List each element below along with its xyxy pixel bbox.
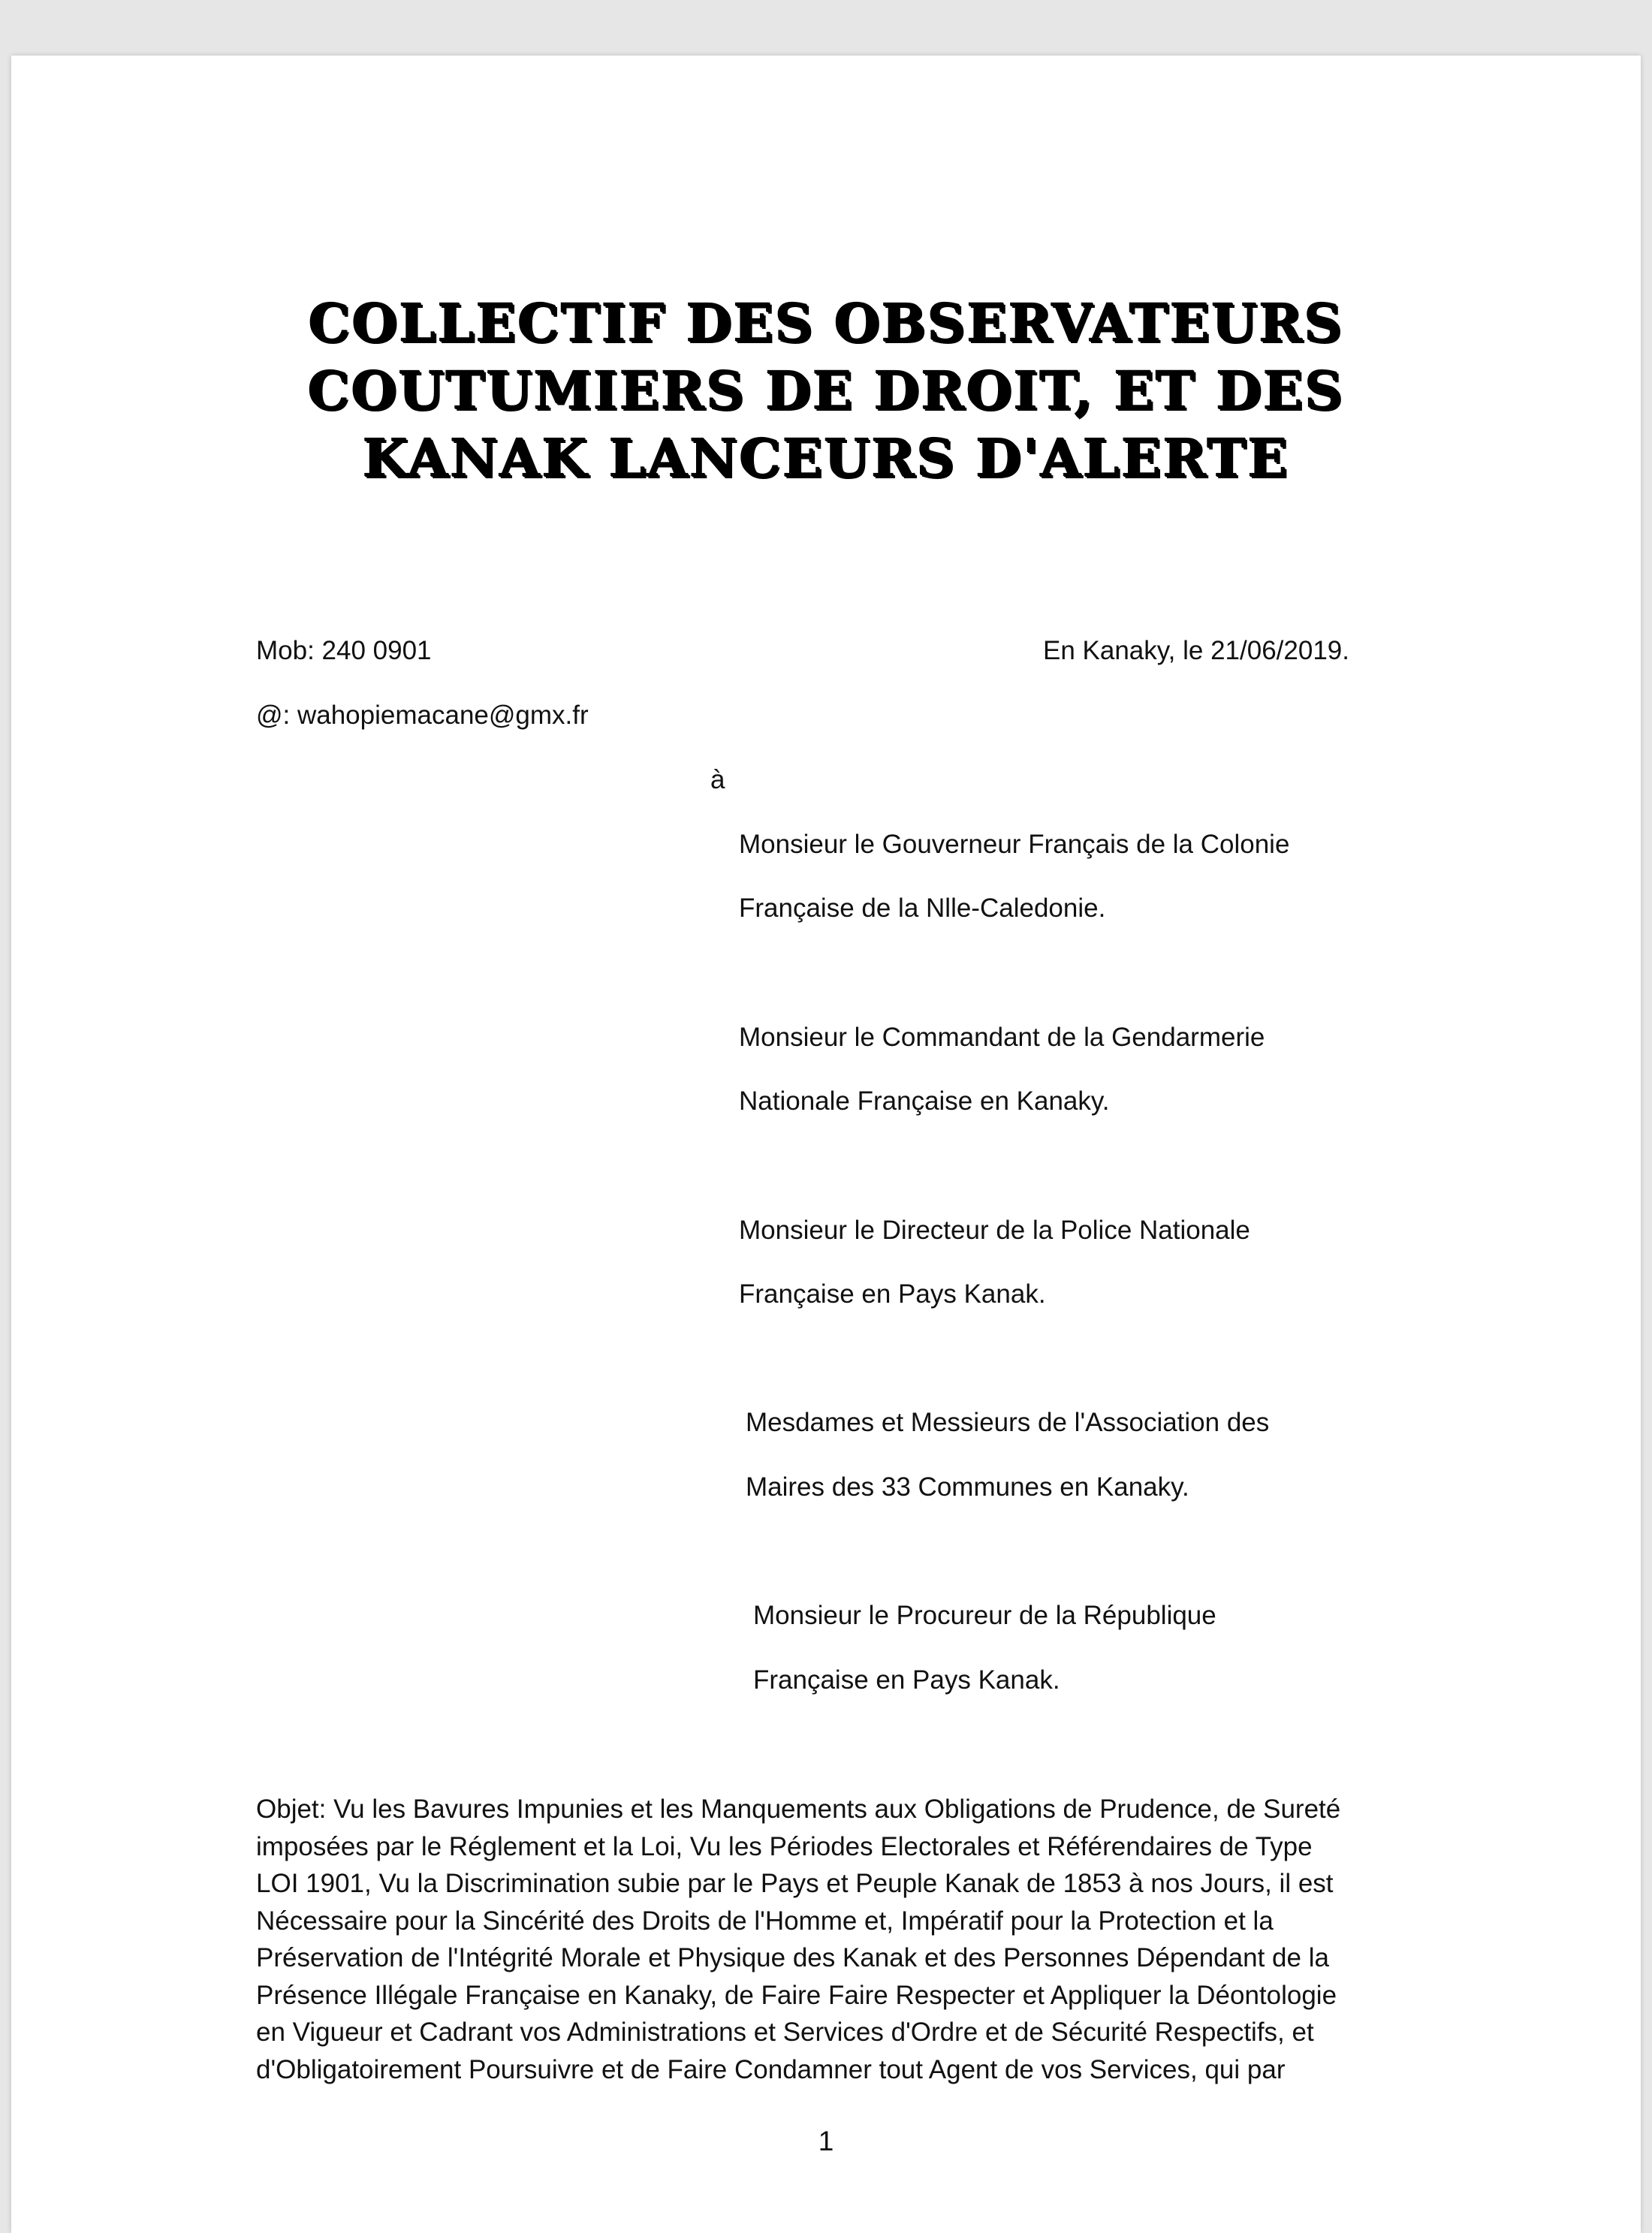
title-line-2: COUTUMIERS DE DROIT, ET DES xyxy=(307,360,1345,422)
place-date: En Kanaky, le 21/06/2019. xyxy=(1043,636,1349,665)
recipient-1-line-1: Monsieur le Gouverneur Français de la Colonie xyxy=(739,830,1290,859)
recipient-4-line-2: Maires des 33 Communes en Kanaky. xyxy=(746,1472,1189,1502)
objet-line: Objet: Vu les Bavures Impunies et les Manquements aux Obligations de Prudence, de Sureté xyxy=(256,1795,1341,1824)
objet-line: Présence Illégale Française en Kanaky, de Faire Faire Respecter et Appliquer la Déontologie xyxy=(256,1980,1337,2010)
recipient-1-line-2: Française de la Nlle-Caledonie. xyxy=(739,894,1106,923)
objet-line: LOI 1901, Vu la Discrimination subie par le Pays et Peuple Kanak de 1853 à nos Jours, il est xyxy=(256,1869,1334,1898)
recipient-3-line-2: Française en Pays Kanak. xyxy=(739,1279,1046,1309)
page-number: 1 xyxy=(818,2126,834,2156)
recipient-3-line-1: Monsieur le Directeur de la Police Nationale xyxy=(739,1216,1250,1245)
objet-line: en Vigueur et Cadrant vos Administrations et Services d'Ordre et de Sécurité Respectifs, et xyxy=(256,2018,1314,2047)
title-line-1: COLLECTIF DES OBSERVATEURS xyxy=(308,292,1344,354)
recipient-4-line-1: Mesdames et Messieurs de l'Association des xyxy=(746,1408,1270,1437)
objet-line: Préservation de l'Intégrité Morale et Physique des Kanak et des Personnes Dépendant de la xyxy=(256,1943,1329,1972)
recipient-2-line-2: Nationale Française en Kanaky. xyxy=(739,1086,1110,1116)
objet-line: d'Obligatoirement Poursuivre et de Faire Condamner tout Agent de vos Services, qui par xyxy=(256,2054,1286,2084)
recipient-2-line-1: Monsieur le Commandant de la Gendarmerie xyxy=(739,1023,1265,1052)
email-address: @: wahopiemacane@gmx.fr xyxy=(256,701,589,730)
recipient-intro: à xyxy=(710,765,725,794)
letterhead-title xyxy=(0,290,1652,493)
objet-line: imposées par le Réglement et la Loi, Vu les Périodes Electorales et Référendaires de Type xyxy=(256,1831,1313,1861)
objet-line: Nécessaire pour la Sincérité des Droits de l'Homme et, Impératif pour la Protection et la xyxy=(256,1906,1274,1936)
title-line-3: KANAK LANCEURS D'ALERTE xyxy=(363,427,1289,490)
mobile-number: Mob: 240 0901 xyxy=(256,636,432,665)
recipient-5-line-1: Monsieur le Procureur de la République xyxy=(753,1601,1216,1630)
recipient-5-line-2: Française en Pays Kanak. xyxy=(753,1665,1060,1695)
objet-paragraph xyxy=(256,1791,1397,2088)
